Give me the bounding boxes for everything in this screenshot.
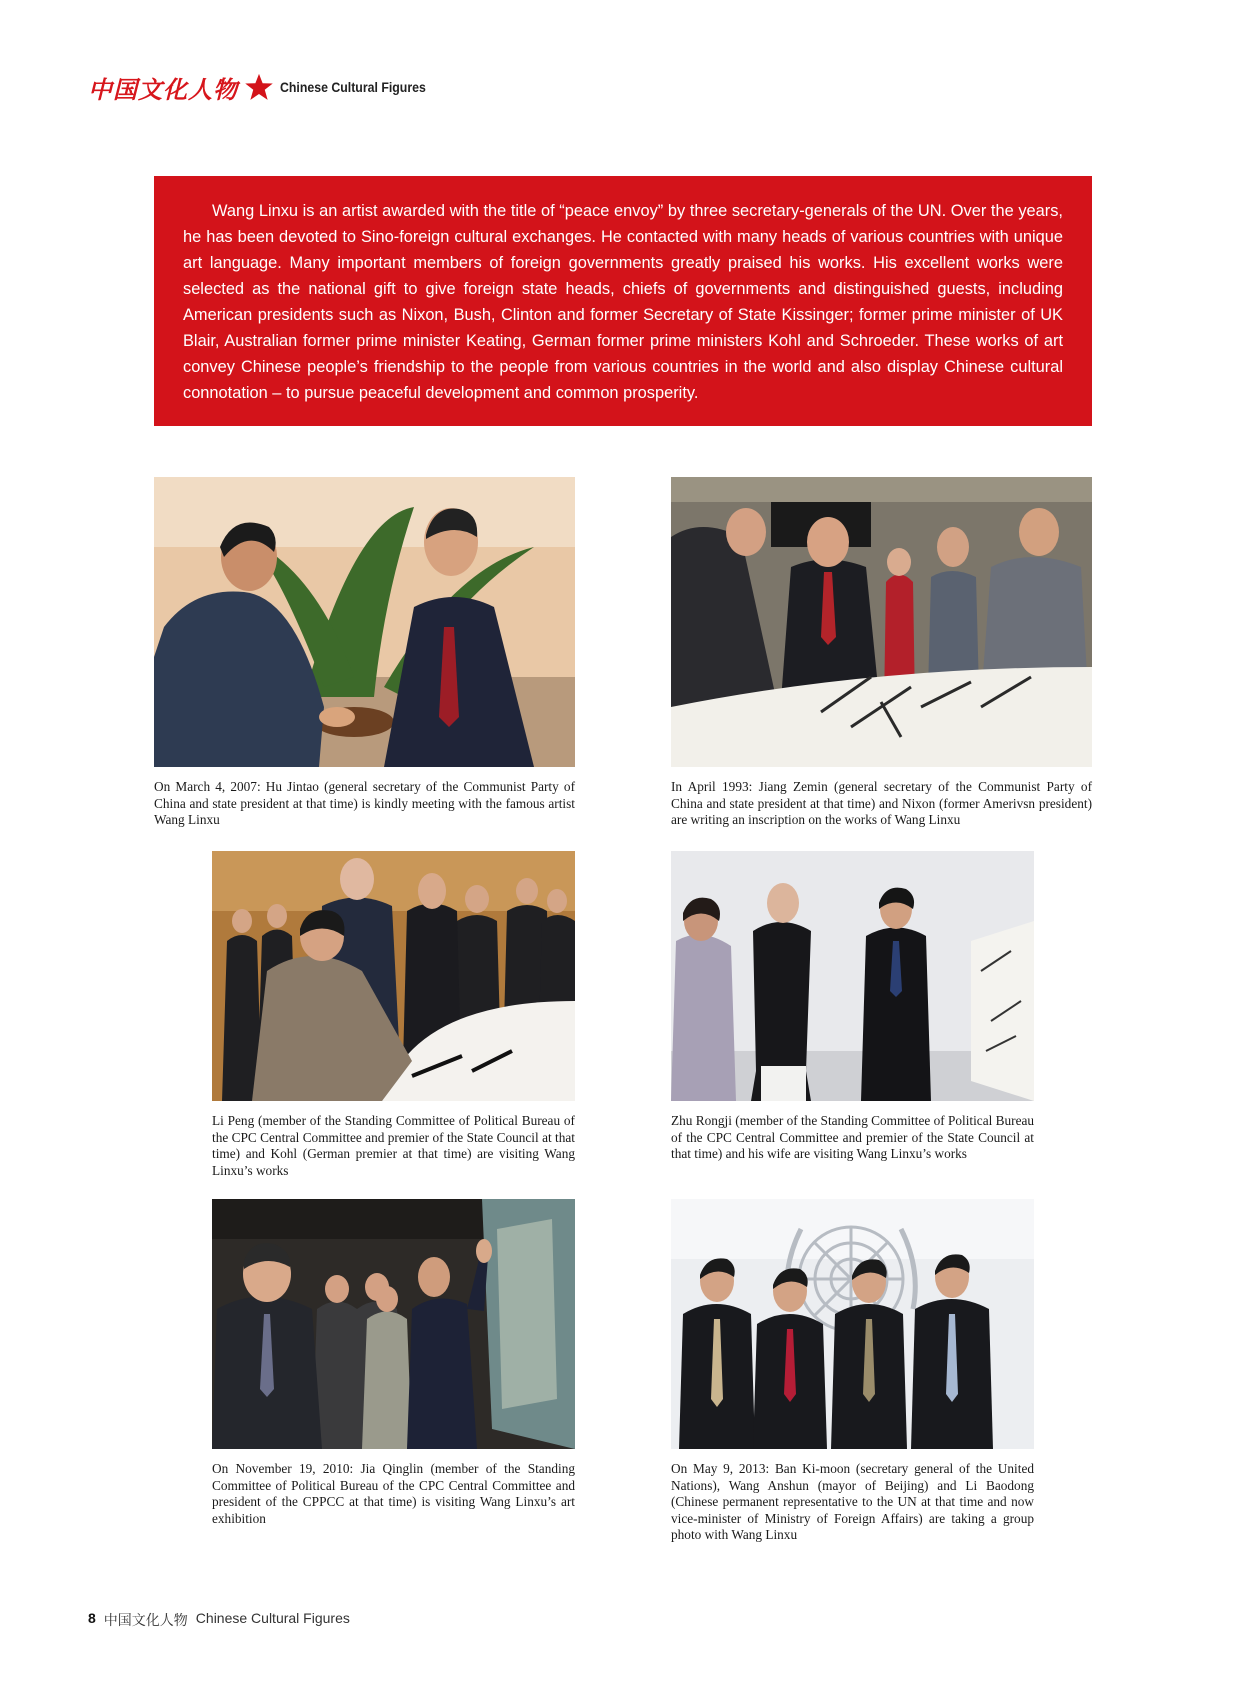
- footer-title-en: Chinese Cultural Figures: [195, 1610, 350, 1626]
- caption-photo-6: On May 9, 2013: Ban Ki-moon (secretary general of the United Nations), Wang Anshun (mayor of Beijing) and Li Baodong (Chinese permanent representative to the UN at that time and now vice-minister of Ministry of Foreign Affairs) are taking a group photo with Wang Linxu: [671, 1461, 1034, 1543]
- caption-photo-2: In April 1993: Jiang Zemin (general secretary of the Communist Party of China and state president at that time) and Nixon (former Amerivsn president) are writing an inscription on the works of Wang Linxu: [671, 779, 1092, 828]
- photo-jia-qinglin: [212, 1199, 575, 1449]
- footer-title-cn: 中国文化人物: [103, 1612, 188, 1628]
- photo-ban-ki-moon: [671, 1199, 1034, 1449]
- star-icon: [244, 72, 274, 102]
- header-title-en: Chinese Cultural Figures: [280, 79, 426, 95]
- photo-li-peng-kohl: [212, 851, 575, 1101]
- caption-photo-3: Li Peng (member of the Standing Committee of Political Bureau of the CPC Central Committee and premier of the State Council at that time) and Kohl (German premier at that time) are visiting Wang Linxu’s works: [212, 1113, 575, 1178]
- page-header: [88, 70, 446, 104]
- photo-inscription: [671, 477, 1092, 767]
- header-title-cn: 中国文化人物: [88, 74, 238, 104]
- page-number: 8: [88, 1610, 96, 1626]
- caption-photo-5: On November 19, 2010: Jia Qinglin (member of the Standing Committee of Political Bureau of the CPC Central Committee and president of the CPPCC at that time) is visiting Wang Linxu’s art exhibition: [212, 1461, 575, 1526]
- intro-text: Wang Linxu is an artist awarded with the title of “peace envoy” by three secretary-generals of the UN. Over the years, he has been devoted to Sino-foreign cultural exchanges. He contacted with many heads of various countries with unique art language. Many important members of foreign governments greatly praised his works. His excellent works were selected as the national gift to give foreign state heads, chiefs of governments and distinguished guests, including American presidents such as Nixon, Bush, Clinton and former Secretary of State Kissinger; former prime minister of UK Blair, Australian former prime minister Keating, German former prime ministers Kohl and Schroeder. These works of art convey Chinese people’s friendship to the people from various countries in the world and also display Chinese cultural connotation – to pursue peaceful development and common prosperity.: [183, 202, 1063, 402]
- page-footer: [88, 1610, 350, 1630]
- photo-handshake: [154, 477, 575, 767]
- caption-photo-4: Zhu Rongji (member of the Standing Committee of Political Bureau of the CPC Central Committee and premier of the State Council at that time) and his wife are visiting Wang Linxu’s works: [671, 1113, 1035, 1162]
- caption-photo-1: On March 4, 2007: Hu Jintao (general secretary of the Communist Party of China and state president at that time) is kindly meeting with the famous artist Wang Linxu: [154, 779, 575, 828]
- photo-zhu-rongji: [671, 851, 1034, 1101]
- intro-box: [154, 176, 1092, 426]
